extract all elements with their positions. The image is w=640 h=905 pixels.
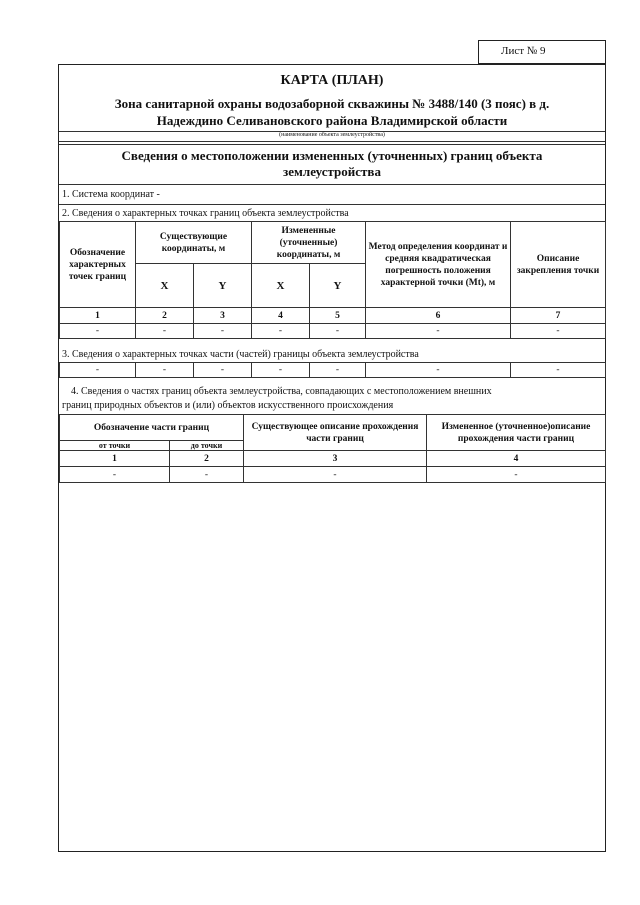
cell-value: - [310,324,366,339]
boundary-parts-table [59,414,606,483]
coordinate-system-item: 1. Система координат - [62,189,160,200]
points-table [59,221,606,339]
natural-boundaries-item-line-2: границ природных объектов и (или) объектов искусственного происхождения [62,400,394,411]
divider [59,141,605,142]
header-x: X [136,264,194,308]
divider [59,144,605,145]
header-changed-description: Измененное (уточненное)описание прохождения части границ [427,415,606,451]
header-boundary-part: Обозначение части границ [60,415,244,441]
cell-value: - [511,324,606,339]
column-number: 4 [252,308,310,324]
cell-value: - [244,467,427,483]
header-changed-coords: Измененные (уточненные) координаты, м [252,222,366,264]
divider [59,184,605,185]
header-existing-coords: Существующие координаты, м [136,222,252,264]
header-existing-description: Существующее описание прохождения части границ [244,415,427,451]
part-points-table [59,362,606,378]
table-row [60,324,606,339]
column-number: 2 [170,451,244,467]
header-y-changed: Y [310,264,366,308]
cell-value: - [194,324,252,339]
cell-value: - [252,363,310,378]
column-number: 1 [60,308,136,324]
header-designation: Обозначение характерных точек границ [60,222,136,308]
column-number: 2 [136,308,194,324]
cell-value: - [252,324,310,339]
column-number: 1 [60,451,170,467]
sheet-number: Лист № 9 [501,45,546,57]
cell-value: - [427,467,606,483]
cell-value: - [60,467,170,483]
column-number: 3 [244,451,427,467]
section-title-line-1: Сведения о местоположении измененных (уточненных) границ объекта [121,148,543,163]
header-method: Метод определения координат и средняя квадратическая погрешность положения характерной точки (Mt), м [366,222,511,308]
section-title-line-2: землеустройства [283,164,381,179]
boundary-part-points-item: 3. Сведения о характерных точках части (частей) границы объекта землеустройства [62,349,419,360]
column-number: 5 [310,308,366,324]
cell-value: - [511,363,606,378]
cell-value: - [170,467,244,483]
cell-value: - [60,363,136,378]
column-number: 7 [511,308,606,324]
column-number: 4 [427,451,606,467]
cell-value: - [366,363,511,378]
page-title: КАРТА (ПЛАН) [280,73,384,88]
natural-boundaries-item-line-1: 4. Сведения о частях границ объекта землеустройства, совпадающих с местоположением внешних [71,386,492,397]
divider [59,204,605,205]
column-number: 6 [366,308,511,324]
column-number: 3 [194,308,252,324]
table-row [60,363,606,378]
subtitle-line-1: Зона санитарной охраны водозаборной скважины № 3488/140 (3 пояс) в д. [114,96,550,111]
header-to-point: до точки [170,441,244,451]
cell-value: - [60,324,136,339]
table-row [60,451,606,467]
cell-value: - [136,363,194,378]
document-frame [58,64,606,852]
header-from-point: от точки [60,441,170,451]
cell-value: - [366,324,511,339]
header-x-changed: X [252,264,310,308]
subtitle-line-2: Надеждино Селивановского района Владимирской области [156,113,508,128]
object-caption: (наименование объекта землеустройства) [279,132,385,138]
header-description: Описание закрепления точки [511,222,606,308]
cell-value: - [310,363,366,378]
table-row [60,308,606,324]
header-y: Y [194,264,252,308]
sheet-number-box [478,40,606,64]
characteristic-points-item: 2. Сведения о характерных точках границ объекта землеустройства [62,208,349,219]
cell-value: - [136,324,194,339]
table-row [60,467,606,483]
cell-value: - [194,363,252,378]
